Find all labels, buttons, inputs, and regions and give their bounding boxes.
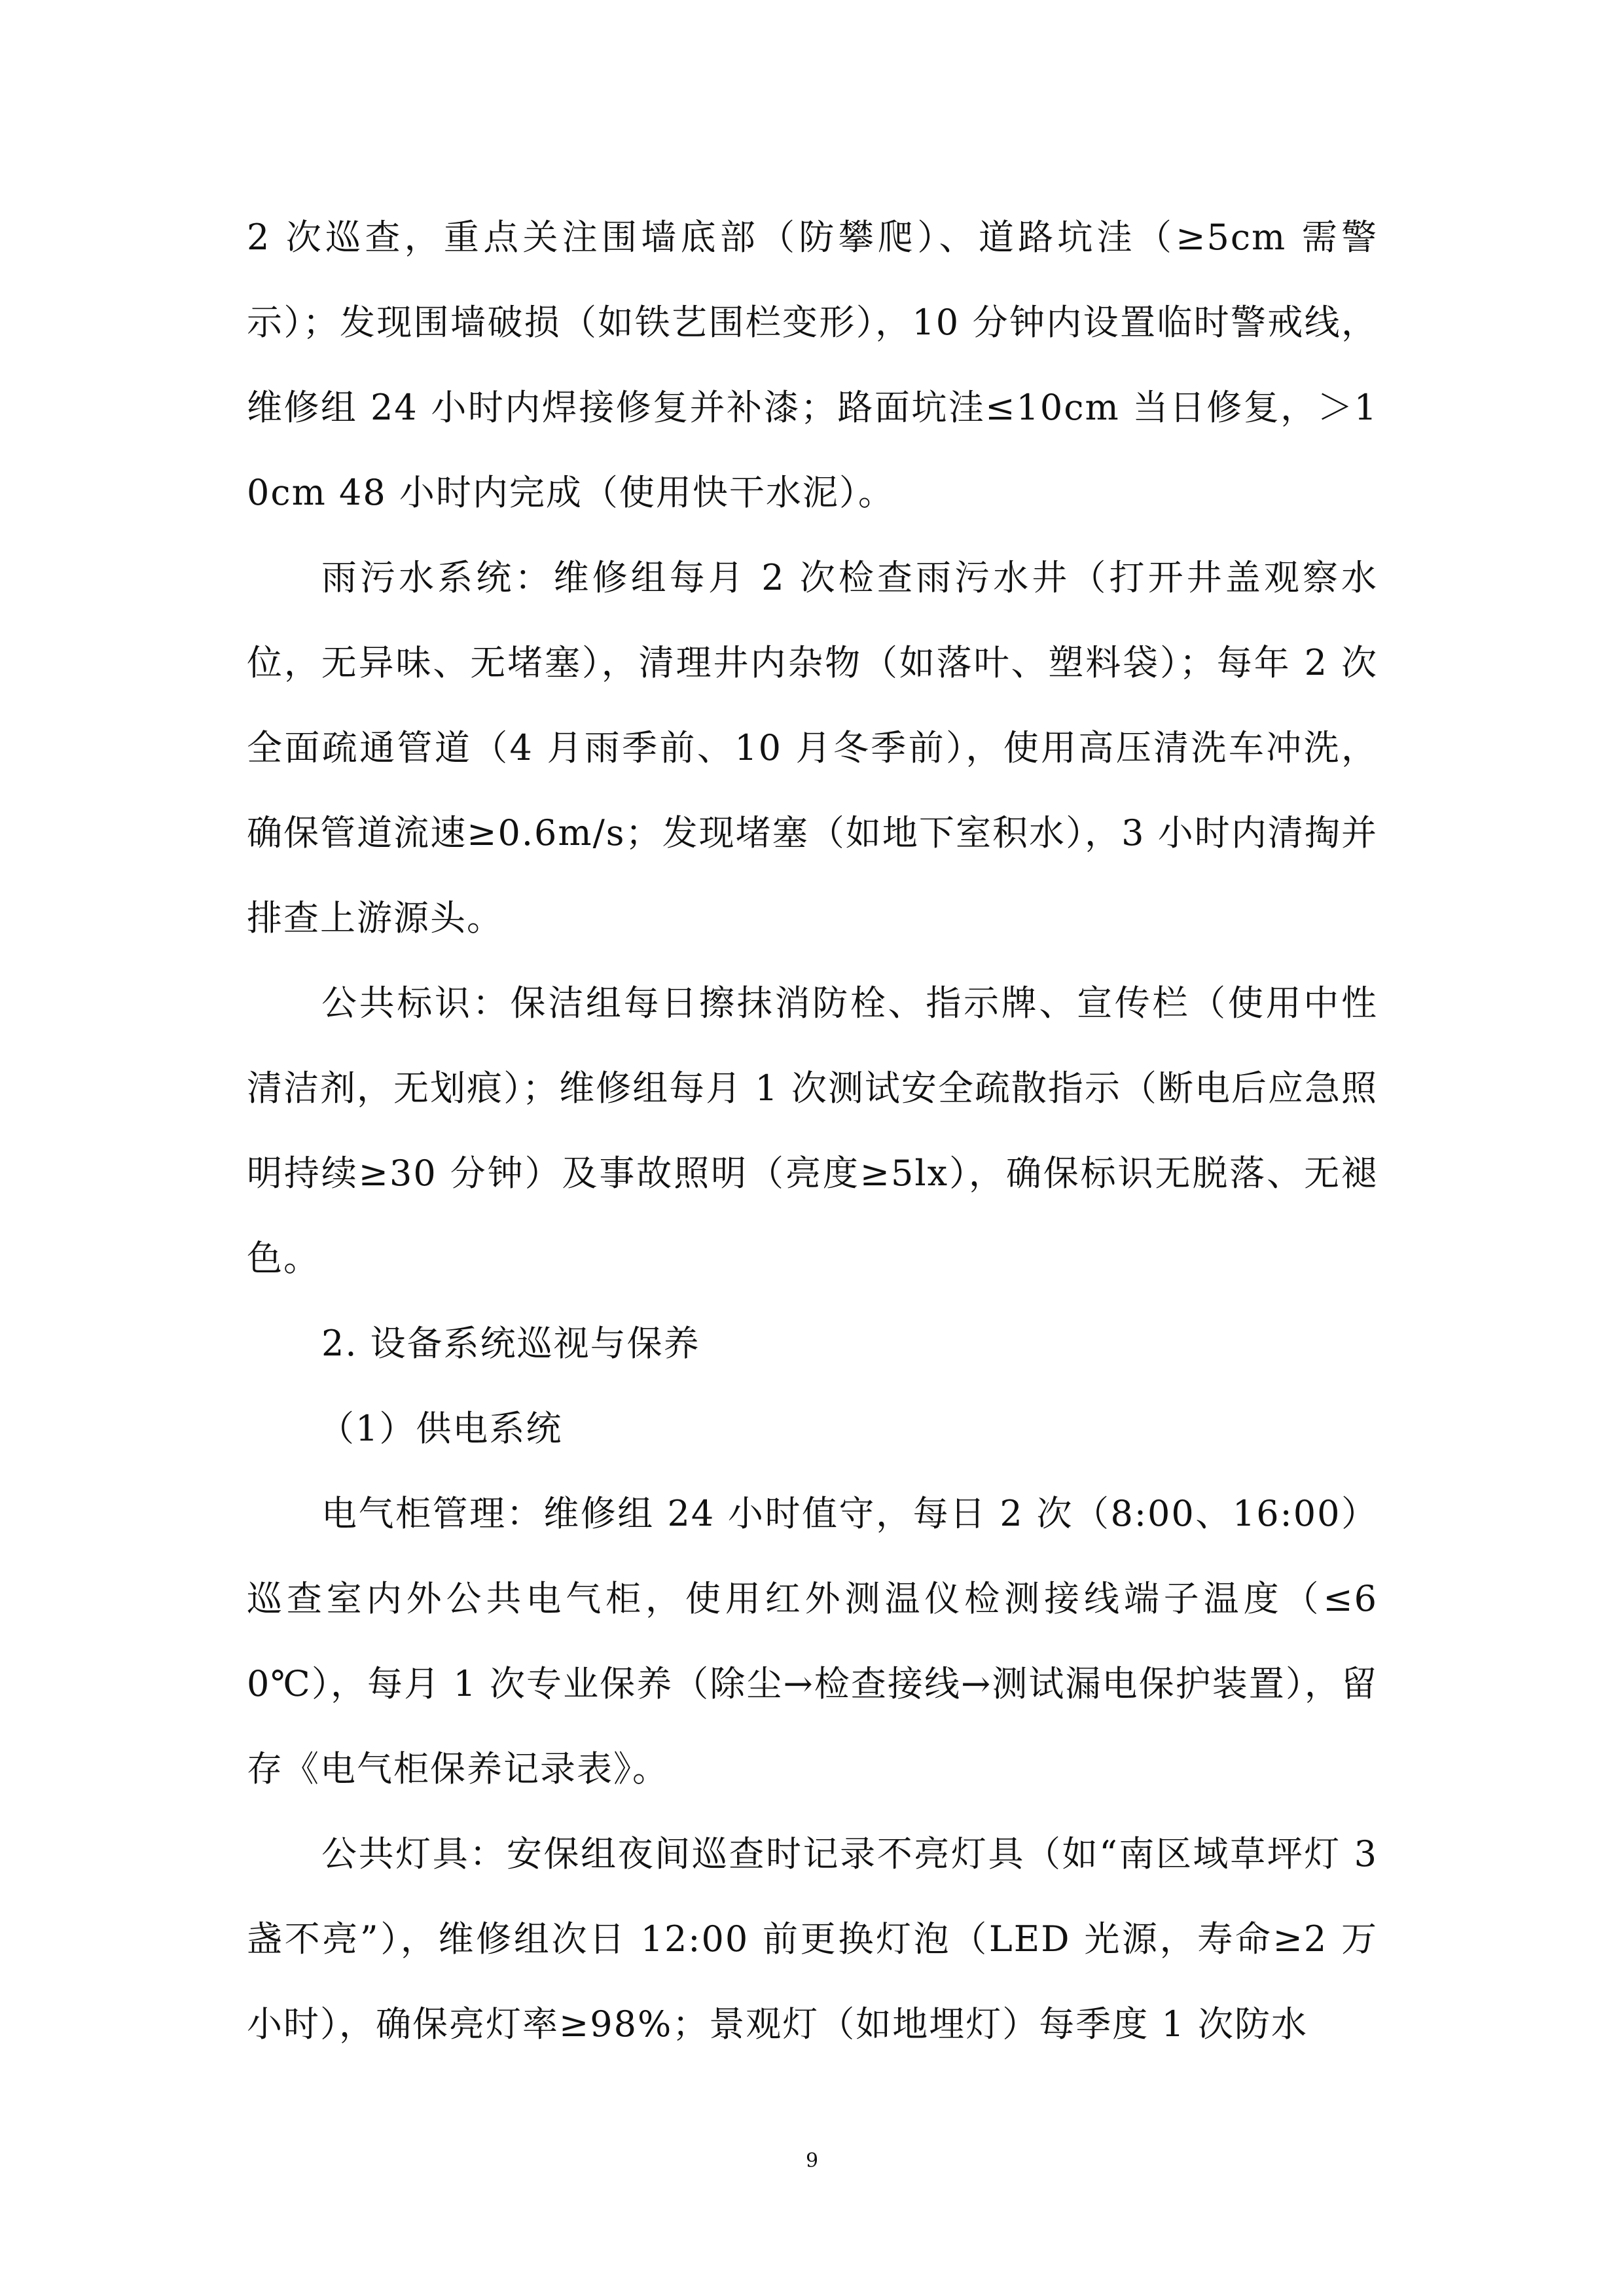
subsection-heading-power-supply: （1）供电系统 — [319, 1408, 563, 1449]
paragraph-electrical-cabinet: 电气柜管理：维修组 24 小时值守，每日 2 次（8:00、16:00）巡查室内外公共电气柜，使用红外测温仪检测接线端子温度（≤60℃），每月 1 次专业保养（除尘→检查接线→测试漏电保护装置），留存《电气柜保养记录表》。 — [247, 1493, 1379, 1789]
document-body — [247, 195, 1378, 2067]
paragraph-public-signage: 公共标识：保洁组每日擦抹消防栓、指示牌、宣传栏（使用中性清洁剂，无划痕）；维修组每月 1 次测试安全疏散指示（断电后应急照明持续≥30 分钟）及事故照明（亮度≥5lx），确保标识无脱落、无褪色。 — [247, 982, 1378, 1279]
paragraph-continuation-patrol: 2 次巡查，重点关注围墙底部（防攀爬）、道路坑洼（≥5cm 需警示）；发现围墙破损（如铁艺围栏变形），10 分钟内设置临时警戒线，维修组 24 小时内焊接修复并补漆；路面坑洼≤10cm 当日修复，＞10cm 48 小时内完成（使用快干水泥）。 — [247, 217, 1378, 513]
page-number: 9 — [805, 2149, 819, 2172]
paragraph-public-lighting: 公共灯具：安保组夜间巡查时记录不亮灯具（如“南区域草坪灯 3 盏不亮”），维修组次日 12:00 前更换灯泡（LED 光源，寿命≥2 万小时），确保亮灯率≥98%；景观灯（如地埋灯）每季度 1 次防水 — [247, 1833, 1378, 2045]
paragraph-stormwater-system: 雨污水系统：维修组每月 2 次检查雨污水井（打开井盖观察水位，无异味、无堵塞），清理井内杂物（如落叶、塑料袋）；每年 2 次全面疏通管道（4 月雨季前、10 月冬季前），使用高压清洗车冲洗，确保管道流速≥0.6m/s；发现堵塞（如地下室积水），3 小时内清掏并排查上游源头。 — [247, 557, 1378, 939]
section-heading-equipment: 2. 设备系统巡视与保养 — [321, 1323, 700, 1364]
